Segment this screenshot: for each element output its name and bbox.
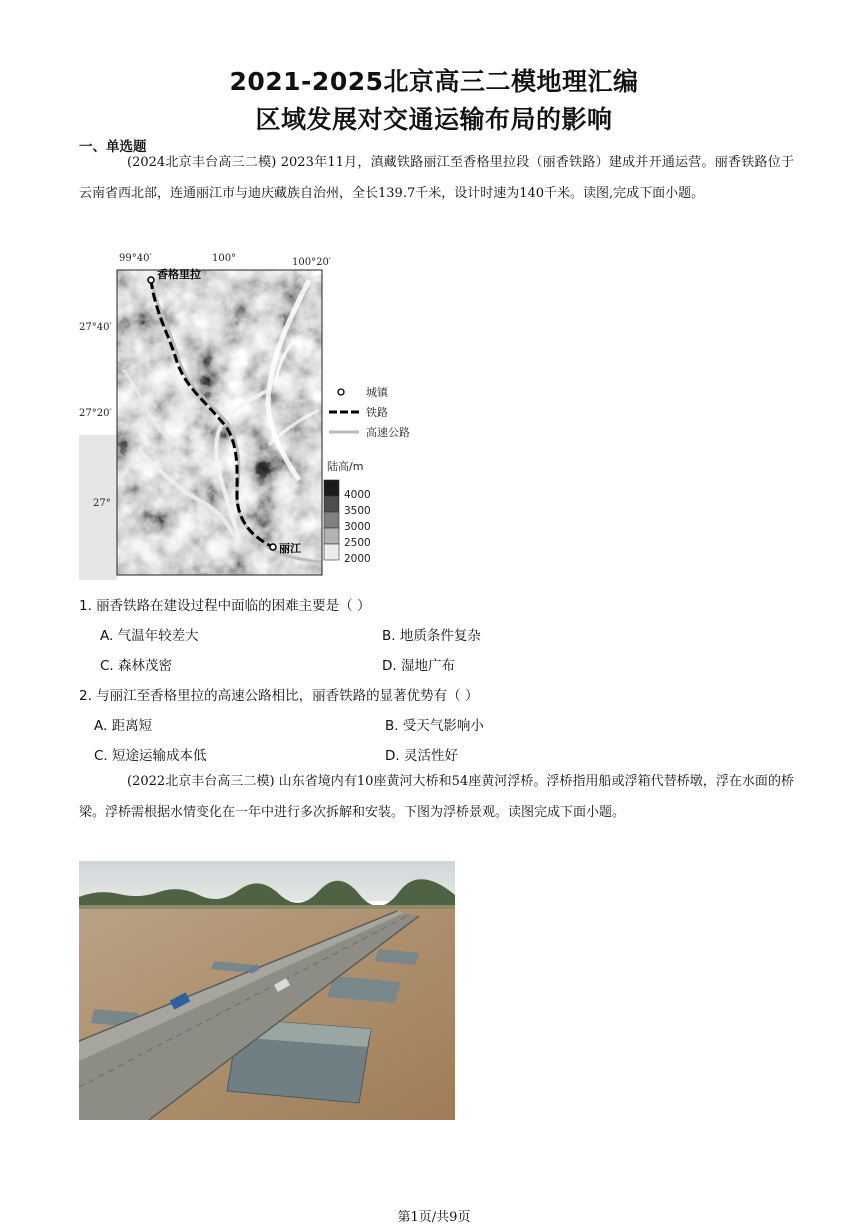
q2-option-d[interactable]: D. 灵活性好	[385, 748, 458, 764]
elevation-value: 4000	[344, 489, 371, 501]
document-subtitle: 区域发展对交通运输布局的影响	[255, 105, 613, 134]
q1-option-d[interactable]: D. 湿地广布	[382, 658, 455, 674]
lon-label: 99°40′	[119, 253, 152, 264]
elevation-value: 3000	[344, 521, 371, 533]
elevation-value: 3500	[344, 505, 371, 517]
question-2-stem: 2. 与丽江至香格里拉的高速公路相比，丽香铁路的显著优势有（ ）	[79, 688, 479, 704]
topographic-map	[79, 250, 419, 580]
town-legend-icon	[338, 389, 344, 395]
q1-option-c[interactable]: C. 森林茂密	[100, 658, 173, 674]
section-heading: 一、单选题	[79, 139, 147, 155]
q1-option-b[interactable]: B. 地质条件复杂	[382, 628, 481, 644]
legend-railway: 铁路	[366, 406, 388, 419]
page-footer: 第1页/共9页	[397, 1210, 471, 1225]
elevation-value: 2500	[344, 537, 371, 549]
intro-paragraph-1: (2024北京丰台高三二模) 2023年11月，滇藏铁路丽江至香格里拉段（丽香铁路）建成并开通运营。丽香铁路位于云南省西北部，连通丽江市与迪庆藏族自治州，全长139.7千米，设计时速为140千米。读图,完成下面小题。	[79, 155, 794, 201]
q2-option-a[interactable]: A. 距离短	[94, 718, 153, 734]
q2-option-b[interactable]: B. 受天气影响小	[385, 718, 484, 734]
document-title: 2021-2025北京高三二模地理汇编	[229, 67, 639, 96]
question-1-stem: 1. 丽香铁路在建设过程中面临的困难主要是（ ）	[79, 598, 371, 614]
lon-label: 100°20′	[292, 257, 332, 268]
city-label-south: 丽江	[279, 542, 301, 555]
legend-town: 城镇	[366, 386, 388, 399]
q1-option-a[interactable]: A. 气温年较差大	[100, 628, 199, 644]
lat-label: 27°	[93, 498, 111, 509]
legend-highway: 高速公路	[366, 426, 410, 439]
lon-label: 100°	[212, 253, 237, 264]
elevation-title: 陆高/m	[327, 460, 364, 473]
lat-label: 27°20′	[79, 408, 112, 419]
city-label-north: 香格里拉	[157, 268, 201, 281]
q2-option-c[interactable]: C. 短途运输成本低	[94, 748, 207, 764]
lat-label: 27°40′	[79, 322, 112, 333]
pontoon-bridge-photo	[79, 861, 455, 1120]
intro-paragraph-2: (2022北京丰台高三二模) 山东省境内有10座黄河大桥和54座黄河浮桥。浮桥指用船或浮箱代替桥墩，浮在水面的桥梁。浮桥需根据水情变化在一年中进行多次拆解和安装。下图为浮桥景观。读图完成下面小题。	[79, 774, 794, 820]
elevation-value: 2000	[344, 553, 371, 565]
